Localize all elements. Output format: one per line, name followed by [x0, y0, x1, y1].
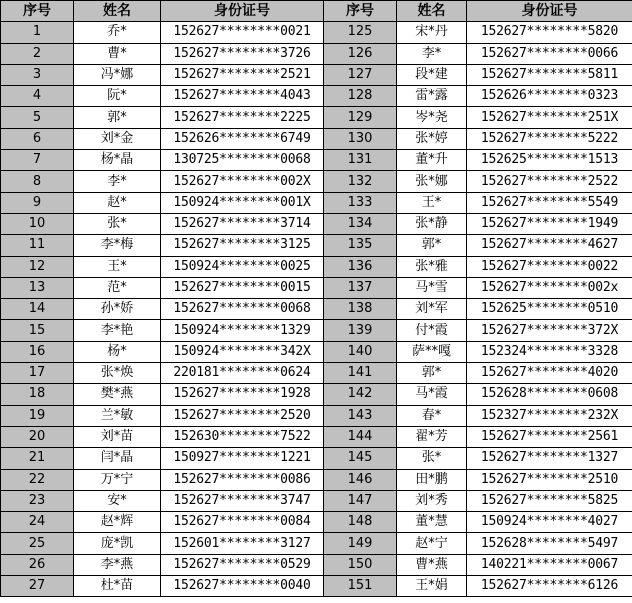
- id-number-cell: 130725********0068: [161, 150, 324, 171]
- seq-cell: 148: [324, 512, 397, 533]
- name-cell: 阮*: [74, 86, 161, 107]
- name-cell: 乔*: [74, 22, 161, 43]
- name-cell: 翟*芳: [397, 426, 467, 447]
- seq-cell: 135: [324, 235, 397, 256]
- table-row: [1, 384, 632, 405]
- name-cell: 杨*: [74, 341, 161, 362]
- name-cell: 萨**嘎: [397, 341, 467, 362]
- name-cell: 樊*燕: [74, 384, 161, 405]
- table-row: [1, 320, 632, 341]
- id-number-cell: 152627********251X: [467, 107, 632, 128]
- name-cell: 安*: [74, 490, 161, 511]
- table-row: [1, 171, 632, 192]
- name-cell: 张*: [397, 448, 467, 469]
- name-cell: 春*: [397, 405, 467, 426]
- header-id-right: 身份证号: [467, 1, 632, 22]
- id-number-cell: 150924********342X: [161, 341, 324, 362]
- id-number-cell: 152627********0529: [161, 554, 324, 575]
- seq-cell: 141: [324, 363, 397, 384]
- id-number-cell: 152627********4020: [467, 363, 632, 384]
- seq-cell: 130: [324, 128, 397, 149]
- table-row: [1, 426, 632, 447]
- id-number-cell: 152625********0510: [467, 299, 632, 320]
- seq-cell: 128: [324, 86, 397, 107]
- seq-cell: 15: [1, 320, 74, 341]
- id-number-cell: 152627********0040: [161, 576, 324, 597]
- table-row: [1, 277, 632, 298]
- name-cell: 曹*: [74, 43, 161, 64]
- name-cell: 马*霞: [397, 384, 467, 405]
- name-cell: 宋*丹: [397, 22, 467, 43]
- seq-cell: 13: [1, 277, 74, 298]
- id-number-cell: 152627********3125: [161, 235, 324, 256]
- name-cell: 李*燕: [74, 554, 161, 575]
- name-cell: 段*建: [397, 64, 467, 85]
- header-row: [1, 1, 632, 22]
- id-number-cell: 150924********4027: [467, 512, 632, 533]
- seq-cell: 145: [324, 448, 397, 469]
- id-number-cell: 152627********3726: [161, 43, 324, 64]
- id-number-cell: 152627********002x: [467, 277, 632, 298]
- seq-cell: 144: [324, 426, 397, 447]
- name-cell: 张*娜: [397, 171, 467, 192]
- seq-cell: 27: [1, 576, 74, 597]
- id-number-cell: 152627********0086: [161, 469, 324, 490]
- name-cell: 曹*燕: [397, 554, 467, 575]
- id-number-cell: 152327********232X: [467, 405, 632, 426]
- seq-cell: 19: [1, 405, 74, 426]
- name-cell: 张*婷: [397, 128, 467, 149]
- name-cell: 赵*: [74, 192, 161, 213]
- seq-cell: 147: [324, 490, 397, 511]
- id-number-cell: 152625********1513: [467, 150, 632, 171]
- name-cell: 范*: [74, 277, 161, 298]
- seq-cell: 149: [324, 533, 397, 554]
- table-row: [1, 554, 632, 575]
- table-row: [1, 213, 632, 234]
- seq-cell: 129: [324, 107, 397, 128]
- seq-cell: 16: [1, 341, 74, 362]
- seq-cell: 2: [1, 43, 74, 64]
- table-row: [1, 192, 632, 213]
- id-number-cell: 152627********2225: [161, 107, 324, 128]
- name-cell: 万*宁: [74, 469, 161, 490]
- table-row: [1, 235, 632, 256]
- name-cell: 孙*娇: [74, 299, 161, 320]
- id-number-cell: 152627********0021: [161, 22, 324, 43]
- seq-cell: 25: [1, 533, 74, 554]
- id-number-cell: 152627********1928: [161, 384, 324, 405]
- id-number-cell: 152627********4043: [161, 86, 324, 107]
- id-number-cell: 152626********6749: [161, 128, 324, 149]
- name-cell: 王*娟: [397, 576, 467, 597]
- seq-cell: 3: [1, 64, 74, 85]
- seq-cell: 18: [1, 384, 74, 405]
- id-number-cell: 140221********0067: [467, 554, 632, 575]
- name-cell: 庞*凯: [74, 533, 161, 554]
- name-cell: 马*雪: [397, 277, 467, 298]
- seq-cell: 126: [324, 43, 397, 64]
- seq-cell: 7: [1, 150, 74, 171]
- id-number-cell: 152627********2510: [467, 469, 632, 490]
- table-row: [1, 256, 632, 277]
- name-cell: 李*梅: [74, 235, 161, 256]
- name-cell: 张*: [74, 213, 161, 234]
- name-cell: 王*: [74, 256, 161, 277]
- seq-cell: 20: [1, 426, 74, 447]
- id-number-cell: 152627********4627: [467, 235, 632, 256]
- seq-cell: 134: [324, 213, 397, 234]
- seq-cell: 131: [324, 150, 397, 171]
- table-row: [1, 405, 632, 426]
- header-id-left: 身份证号: [161, 1, 324, 22]
- name-cell: 郭*: [74, 107, 161, 128]
- seq-cell: 5: [1, 107, 74, 128]
- name-cell: 李*: [74, 171, 161, 192]
- table-row: [1, 128, 632, 149]
- seq-cell: 137: [324, 277, 397, 298]
- name-cell: 张*焕: [74, 363, 161, 384]
- seq-cell: 24: [1, 512, 74, 533]
- seq-cell: 136: [324, 256, 397, 277]
- name-cell: 岑*尧: [397, 107, 467, 128]
- seq-cell: 1: [1, 22, 74, 43]
- name-cell: 冯*娜: [74, 64, 161, 85]
- id-number-cell: 152627********5820: [467, 22, 632, 43]
- table-row: [1, 533, 632, 554]
- name-cell: 李*艳: [74, 320, 161, 341]
- id-number-cell: 220181********0624: [161, 363, 324, 384]
- id-number-cell: 150927********1221: [161, 448, 324, 469]
- name-cell: 郭*: [397, 363, 467, 384]
- name-cell: 田*鹏: [397, 469, 467, 490]
- table-row: [1, 363, 632, 384]
- id-number-cell: 152627********2522: [467, 171, 632, 192]
- seq-cell: 140: [324, 341, 397, 362]
- seq-cell: 4: [1, 86, 74, 107]
- seq-cell: 143: [324, 405, 397, 426]
- header-seq-left: 序号: [1, 1, 74, 22]
- seq-cell: 12: [1, 256, 74, 277]
- id-number-cell: 150924********1329: [161, 320, 324, 341]
- seq-cell: 26: [1, 554, 74, 575]
- table-row: [1, 150, 632, 171]
- table-row: [1, 448, 632, 469]
- id-number-cell: 152627********0022: [467, 256, 632, 277]
- seq-cell: 146: [324, 469, 397, 490]
- id-number-cell: 152627********1949: [467, 213, 632, 234]
- id-number-cell: 152627********0066: [467, 43, 632, 64]
- id-number-cell: 152627********3747: [161, 490, 324, 511]
- id-number-cell: 152627********0068: [161, 299, 324, 320]
- seq-cell: 22: [1, 469, 74, 490]
- header-name-right: 姓名: [397, 1, 467, 22]
- name-cell: 赵*宁: [397, 533, 467, 554]
- seq-cell: 127: [324, 64, 397, 85]
- id-number-cell: 152630********7522: [161, 426, 324, 447]
- seq-cell: 10: [1, 213, 74, 234]
- name-cell: 董*升: [397, 150, 467, 171]
- name-cell: 赵*辉: [74, 512, 161, 533]
- roster-body: [1, 22, 632, 597]
- seq-cell: 17: [1, 363, 74, 384]
- name-cell: 刘*苗: [74, 426, 161, 447]
- seq-cell: 138: [324, 299, 397, 320]
- table-row: [1, 512, 632, 533]
- table-row: [1, 490, 632, 511]
- id-number-cell: 152627********6126: [467, 576, 632, 597]
- table-row: [1, 86, 632, 107]
- seq-cell: 139: [324, 320, 397, 341]
- name-cell: 张*静: [397, 213, 467, 234]
- seq-cell: 6: [1, 128, 74, 149]
- id-number-cell: 152601********3127: [161, 533, 324, 554]
- table-row: [1, 469, 632, 490]
- seq-cell: 142: [324, 384, 397, 405]
- id-number-cell: 152628********5497: [467, 533, 632, 554]
- id-number-cell: 152627********5825: [467, 490, 632, 511]
- seq-cell: 9: [1, 192, 74, 213]
- id-number-cell: 152627********1327: [467, 448, 632, 469]
- name-cell: 闫*晶: [74, 448, 161, 469]
- id-number-cell: 152627********5549: [467, 192, 632, 213]
- seq-cell: 14: [1, 299, 74, 320]
- table-row: [1, 64, 632, 85]
- name-cell: 刘*金: [74, 128, 161, 149]
- name-cell: 兰*敏: [74, 405, 161, 426]
- table-row: [1, 107, 632, 128]
- seq-cell: 151: [324, 576, 397, 597]
- name-cell: 张*雅: [397, 256, 467, 277]
- seq-cell: 11: [1, 235, 74, 256]
- id-number-cell: 152627********0015: [161, 277, 324, 298]
- id-number-cell: 152627********2520: [161, 405, 324, 426]
- id-number-cell: 152627********002X: [161, 171, 324, 192]
- id-number-cell: 152627********372X: [467, 320, 632, 341]
- id-number-cell: 152626********0323: [467, 86, 632, 107]
- table-row: [1, 43, 632, 64]
- name-cell: 李*: [397, 43, 467, 64]
- seq-cell: 23: [1, 490, 74, 511]
- table-row: [1, 299, 632, 320]
- seq-cell: 150: [324, 554, 397, 575]
- header-name-left: 姓名: [74, 1, 161, 22]
- name-cell: 郭*: [397, 235, 467, 256]
- name-cell: 雷*露: [397, 86, 467, 107]
- name-cell: 王*: [397, 192, 467, 213]
- name-cell: 董*慧: [397, 512, 467, 533]
- seq-cell: 132: [324, 171, 397, 192]
- id-number-cell: 150924********0025: [161, 256, 324, 277]
- seq-cell: 133: [324, 192, 397, 213]
- id-number-cell: 152324********3328: [467, 341, 632, 362]
- seq-cell: 8: [1, 171, 74, 192]
- id-number-cell: 152627********5222: [467, 128, 632, 149]
- name-cell: 杜*苗: [74, 576, 161, 597]
- id-number-cell: 152627********3714: [161, 213, 324, 234]
- table-row: [1, 576, 632, 597]
- seq-cell: 125: [324, 22, 397, 43]
- name-cell: 付*霞: [397, 320, 467, 341]
- name-cell: 杨*晶: [74, 150, 161, 171]
- table-row: [1, 341, 632, 362]
- id-number-cell: 152627********0084: [161, 512, 324, 533]
- id-number-cell: 152628********0608: [467, 384, 632, 405]
- table-row: [1, 22, 632, 43]
- header-seq-right: 序号: [324, 1, 397, 22]
- id-number-cell: 152627********2561: [467, 426, 632, 447]
- id-number-cell: 152627********5811: [467, 64, 632, 85]
- seq-cell: 21: [1, 448, 74, 469]
- name-cell: 刘*军: [397, 299, 467, 320]
- id-number-cell: 150924********001X: [161, 192, 324, 213]
- name-cell: 刘*秀: [397, 490, 467, 511]
- id-number-cell: 152627********2521: [161, 64, 324, 85]
